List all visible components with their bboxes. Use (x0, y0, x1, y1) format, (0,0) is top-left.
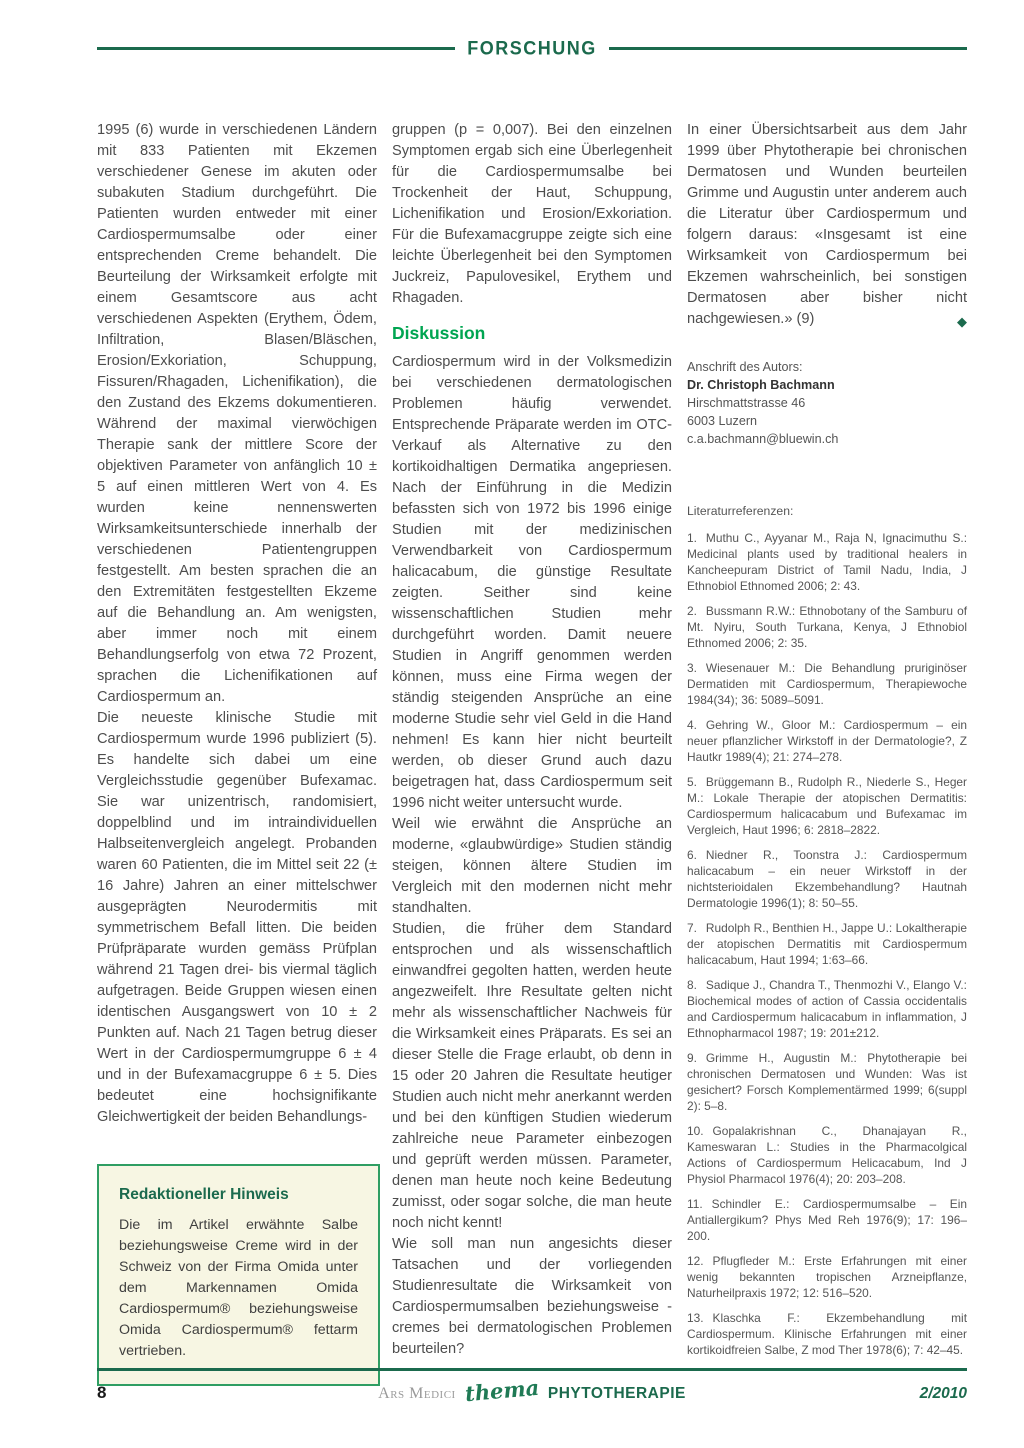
author-address-block (687, 358, 967, 448)
paragraph: gruppen (p = 0,007). Bei den einzelnen Symptomen ergab sich eine Überlegenheit für die Cardiospermumsalbe bei Trockenheit der Haut, Schuppung, Lichenifikation und Erosion/Exkoriation. Für die Bufexamacgruppe zeigte sich eine leichte Überlegenheit bei den Symptomen Juckreiz, Papulovesikel, Erythem und Rhagaden. (392, 122, 672, 306)
paragraph: Wie soll man nun angesichts dieser Tatsachen und der vorliegenden Studienresultate die Wirksamkeit von Cardiospermumsalben beziehungsweise -cremes bei dermatologischen Problemen beurteilen? (392, 1236, 672, 1357)
editorial-note-title: Redaktioneller Hinweis (119, 1186, 289, 1203)
brand-phytotherapie: PHYTOTHERAPIE (547, 1385, 686, 1402)
page-footer (97, 1374, 967, 1407)
author-street: Hirschmattstrasse 46 (687, 396, 806, 410)
reference-item: 1. Muthu C., Ayyanar M., Raja N, Ignacimuthu S.: Medicinal plants used by traditional healers in Kancheepuram District of Tamil Nadu, India, J Ethnobiol Ethnomed 2006; 2: 43. (687, 531, 967, 593)
author-city: 6003 Luzern (687, 414, 758, 428)
reference-item: 6. Niedner R., Toonstra J.: Cardiospermum halicacabum – ein neuer Wirkstoff in der nichtsterioidalen Ekzembehandlung? Hautnah Dermatologie 1996(1); 8: 50–55. (687, 848, 967, 910)
journal-brand (217, 1374, 847, 1407)
brand-thema-script: thema (463, 1374, 540, 1407)
references-label: Literaturreferenzen: (687, 504, 794, 518)
header-rule-right (609, 47, 967, 50)
reference-item: 10. Gopalakrishnan C., Dhanajayan R., Kameswaran L.: Studies in the Pharmacolgical Actions of Cardiospermum Helicacabum, Ind J Physiol Pharmacol 1976(4); 20: 203–208. (687, 1124, 967, 1186)
reference-item: 4. Gehring W., Gloor M.: Cardiospermum – ein neuer pflanzlicher Wirkstoff in der Dermatologie?, Z Hautkr 1989(4); 21: 274–278. (687, 718, 967, 764)
reference-item: 11. Schindler E.: Cardiospermumsalbe – Ein Antiallergikum? Phys Med Reh 1976(9); 17: 196–200. (687, 1197, 967, 1243)
paragraph: Die neueste klinische Studie mit Cardiospermum wurde 1996 publiziert (5). Es handelte sich dabei um eine Vergleichsstudie gegenüber Bufexamac. Sie war unizentrisch, randomisiert, doppelblind und im intraindividuellen Halbseitenvergleich angelegt. Probanden waren 60 Patienten, die im Mittel seit 22 (± 16 Jahre) Jahren an einer mittelschwer ausgeprägten Neurodermitis mit symmetrischem Befall litten. Die beiden Prüfpräparate wurden gemäss Prüfplan während 21 Tagen drei- bis viermal täglich aufgetragen. Beide Gruppen wiesen einen identischen Ausgangswert von 10 ± 2 Punkten auf. Nach 21 Tagen betrug dieser Wert in der Cardiospermumgruppe 6 ± 4 und in der Bufexamacgruppe 6 ± 5. Dies bedeutet eine hochsignifikante Gleichwertigkeit der beiden Behandlungs- (97, 710, 377, 1125)
reference-item: 12. Pflugfleder M.: Erste Erfahrungen mit einer wenig bekannten tropischen Arzneipflanze, Naturheilpraxis 1972; 12: 516–520. (687, 1254, 967, 1300)
references-list (687, 530, 967, 1358)
column-3 (687, 120, 967, 1386)
reference-item: 13. Klaschka F.: Ekzembehandlung mit Cardiospermum. Klinische Erfahrungen mit einer kortikoidfreien Salbe, Z mod Ther 1978(6); 7: 42–45. (687, 1311, 967, 1357)
author-label: Anschrift des Autors: (687, 360, 803, 374)
paragraph: Weil wie erwähnt die Ansprüche an moderne, «glaubwürdige» Studien ständig steigen, können ältere Studien im Vergleich mit den modernen nicht mehr standhalten. (392, 816, 672, 916)
page-number: 8 (97, 1383, 107, 1402)
paragraph: In einer Übersichtsarbeit aus dem Jahr 1999 über Phytotherapie bei chronischen Dermatosen und Wunden beurteilen Grimme und Augustin unter anderem auch die Literatur über Cardiospermum und folgern daraus: «Insgesamt ist eine Wirksamkeit von Cardiospermum bei Ekzemen wahrscheinlich, bei sonstigen Dermatosen aber bisher nicht nachgewiesen.» (9) (687, 122, 967, 327)
brand-ars-medici: Ars Medici (378, 1385, 456, 1402)
reference-item: 5. Brüggemann B., Rudolph R., Niederle S., Heger M.: Lokale Therapie der atopischen Dermatitis: Cardiospermum halicacabum und Bufexamac im Vergleich, Haut 1996; 6: 2818–2822. (687, 775, 967, 837)
reference-item: 8. Sadique J., Chandra T., Thenmozhi V., Elango V.: Biochemical modes of action of Cassia occidentalis and Cardiospermum halicacabum in inflammation, J Ethnopharmacol 1987; 19: 201±212. (687, 978, 967, 1040)
issue-number: 2/2010 (919, 1385, 967, 1402)
reference-item: 2. Bussmann R.W.: Ethnobotany of the Samburu of Mt. Nyiru, South Turkana, Kenya, J Ethnobiol Ethnomed 2006; 2: 35. (687, 604, 967, 650)
editorial-note-box (97, 1164, 380, 1386)
section-label: FORSCHUNG (467, 36, 597, 59)
author-email: c.a.bachmann@bluewin.ch (687, 432, 839, 446)
end-of-article-diamond-icon: ◆ (957, 314, 967, 329)
paragraph: Cardiospermum wird in der Volksmedizin bei verschiedenen dermatologischen Problemen häufig verwendet. Entsprechende Präparate werden im OTC-Verkauf als Alternative zu den kortikoidhaltigen Dermatika angepriesen. Nach der Einführung in die Medizin befassten sich von 1972 bis 1996 einige Studien mit der medizinischen Verwendbarkeit von Cardiospermum halicacabum, die günstige Resultate zeigten. Seither sind keine wissenschaftlichen Studien mehr durchgeführt worden. Damit neuere Studien in Angriff genommen werden können, muss eine Firma wegen der ständig steigenden Ansprüche an eine moderne Studie sehr viel Geld in die Hand nehmen! Es kann hier nicht beurteilt werden, ob dieser Grund auch dazu beigetragen hat, dass Cardiospermum seit 1996 nicht weiter untersucht wurde. (392, 354, 672, 811)
author-name: Dr. Christoph Bachmann (687, 378, 835, 392)
footer-rule (97, 1368, 967, 1371)
column-2 (392, 120, 672, 1386)
article-body (97, 120, 967, 1386)
header-rule-left (97, 47, 455, 50)
reference-item: 3. Wiesenauer M.: Die Behandlung pruriginöser Dermatiden mit Cardiospermum, Therapiewoche 1984(34); 36: 5089–5091. (687, 661, 967, 707)
editorial-note-body: Die im Artikel erwähnte Salbe beziehungsweise Creme wird in der Schweiz von der Firma Omida unter dem Markennamen Omida Cardiospermum® beziehungsweise Omida Cardiospermum® fettarm vertrieben. (119, 1217, 358, 1359)
paragraph: 1995 (6) wurde in verschiedenen Ländern mit 833 Patienten mit Ekzemen verschiedener Genese im akuten oder subakuten Stadium durchgeführt. Die Patienten wurden entweder mit einer Cardiospermumsalbe oder einer entsprechenden Creme behandelt. Die Beurteilung der Wirksamkeit erfolgte mit einem Gesamtscore aus acht verschiedenen Aspekten (Erythem, Ödem, Infiltration, Blasen/Bläschen, Erosion/Exkoriation, Schuppung, Fissuren/Rhagaden, Lichenifikation), die den Zustand des Ekzems dokumentieren. Während der maximal vierwöchigen Therapie sank der mittlere Score der objektiven Parameter von anfänglich 10 ± 5 auf einen mittleren Wert von 4. Es wurden keine nennenswerten Wirksamkeitsunterschiede innerhalb der verschiedenen Patientengruppen festgestellt. Am besten sprachen die an den Extremitäten festgestellten Ekzeme auf die Behandlung an. Am wenigsten, aber immer noch mit einem Behandlungserfolg von etwa 72 Prozent, sprachen die Lichenifikationen auf Cardiospermum an. (97, 122, 377, 705)
discussion-heading: Diskussion (392, 323, 486, 343)
reference-item: 9. Grimme H., Augustin M.: Phytotherapie bei chronischen Dermatosen und Wunden: Was ist gesichert? Forsch Komplementärmed 1999; 6(suppl 2): 5–8. (687, 1051, 967, 1113)
paragraph: Studien, die früher dem Standard entsprochen und als wissenschaftlich einwandfrei gegolten hatten, werden heute angezweifelt. Ihre Resultate gelten nicht mehr als wissenschaftlicher Nachweis für die Wirksamkeit eines Präparats. Es sei an dieser Stelle die Frage erlaubt, ob denn in 15 oder 20 Jahren die Resultate heutiger Studien auch nicht mehr anerkannt werden und bei den künftigen Studien wiederum zahlreiche neue Parameter einbezogen und geprüft werden müssen. Parameter, denen man heute noch keine Bedeutung zumisst, oder sogar solche, die man heute noch nicht kennt! (392, 921, 672, 1231)
reference-item: 7. Rudolph R., Benthien H., Jappe U.: Lokaltherapie der atopischen Dermatitis mit Cardiospermum halicacabum, Haut 1994; 1:63–66. (687, 921, 967, 967)
page-header (97, 38, 967, 59)
column-1 (97, 120, 377, 1386)
